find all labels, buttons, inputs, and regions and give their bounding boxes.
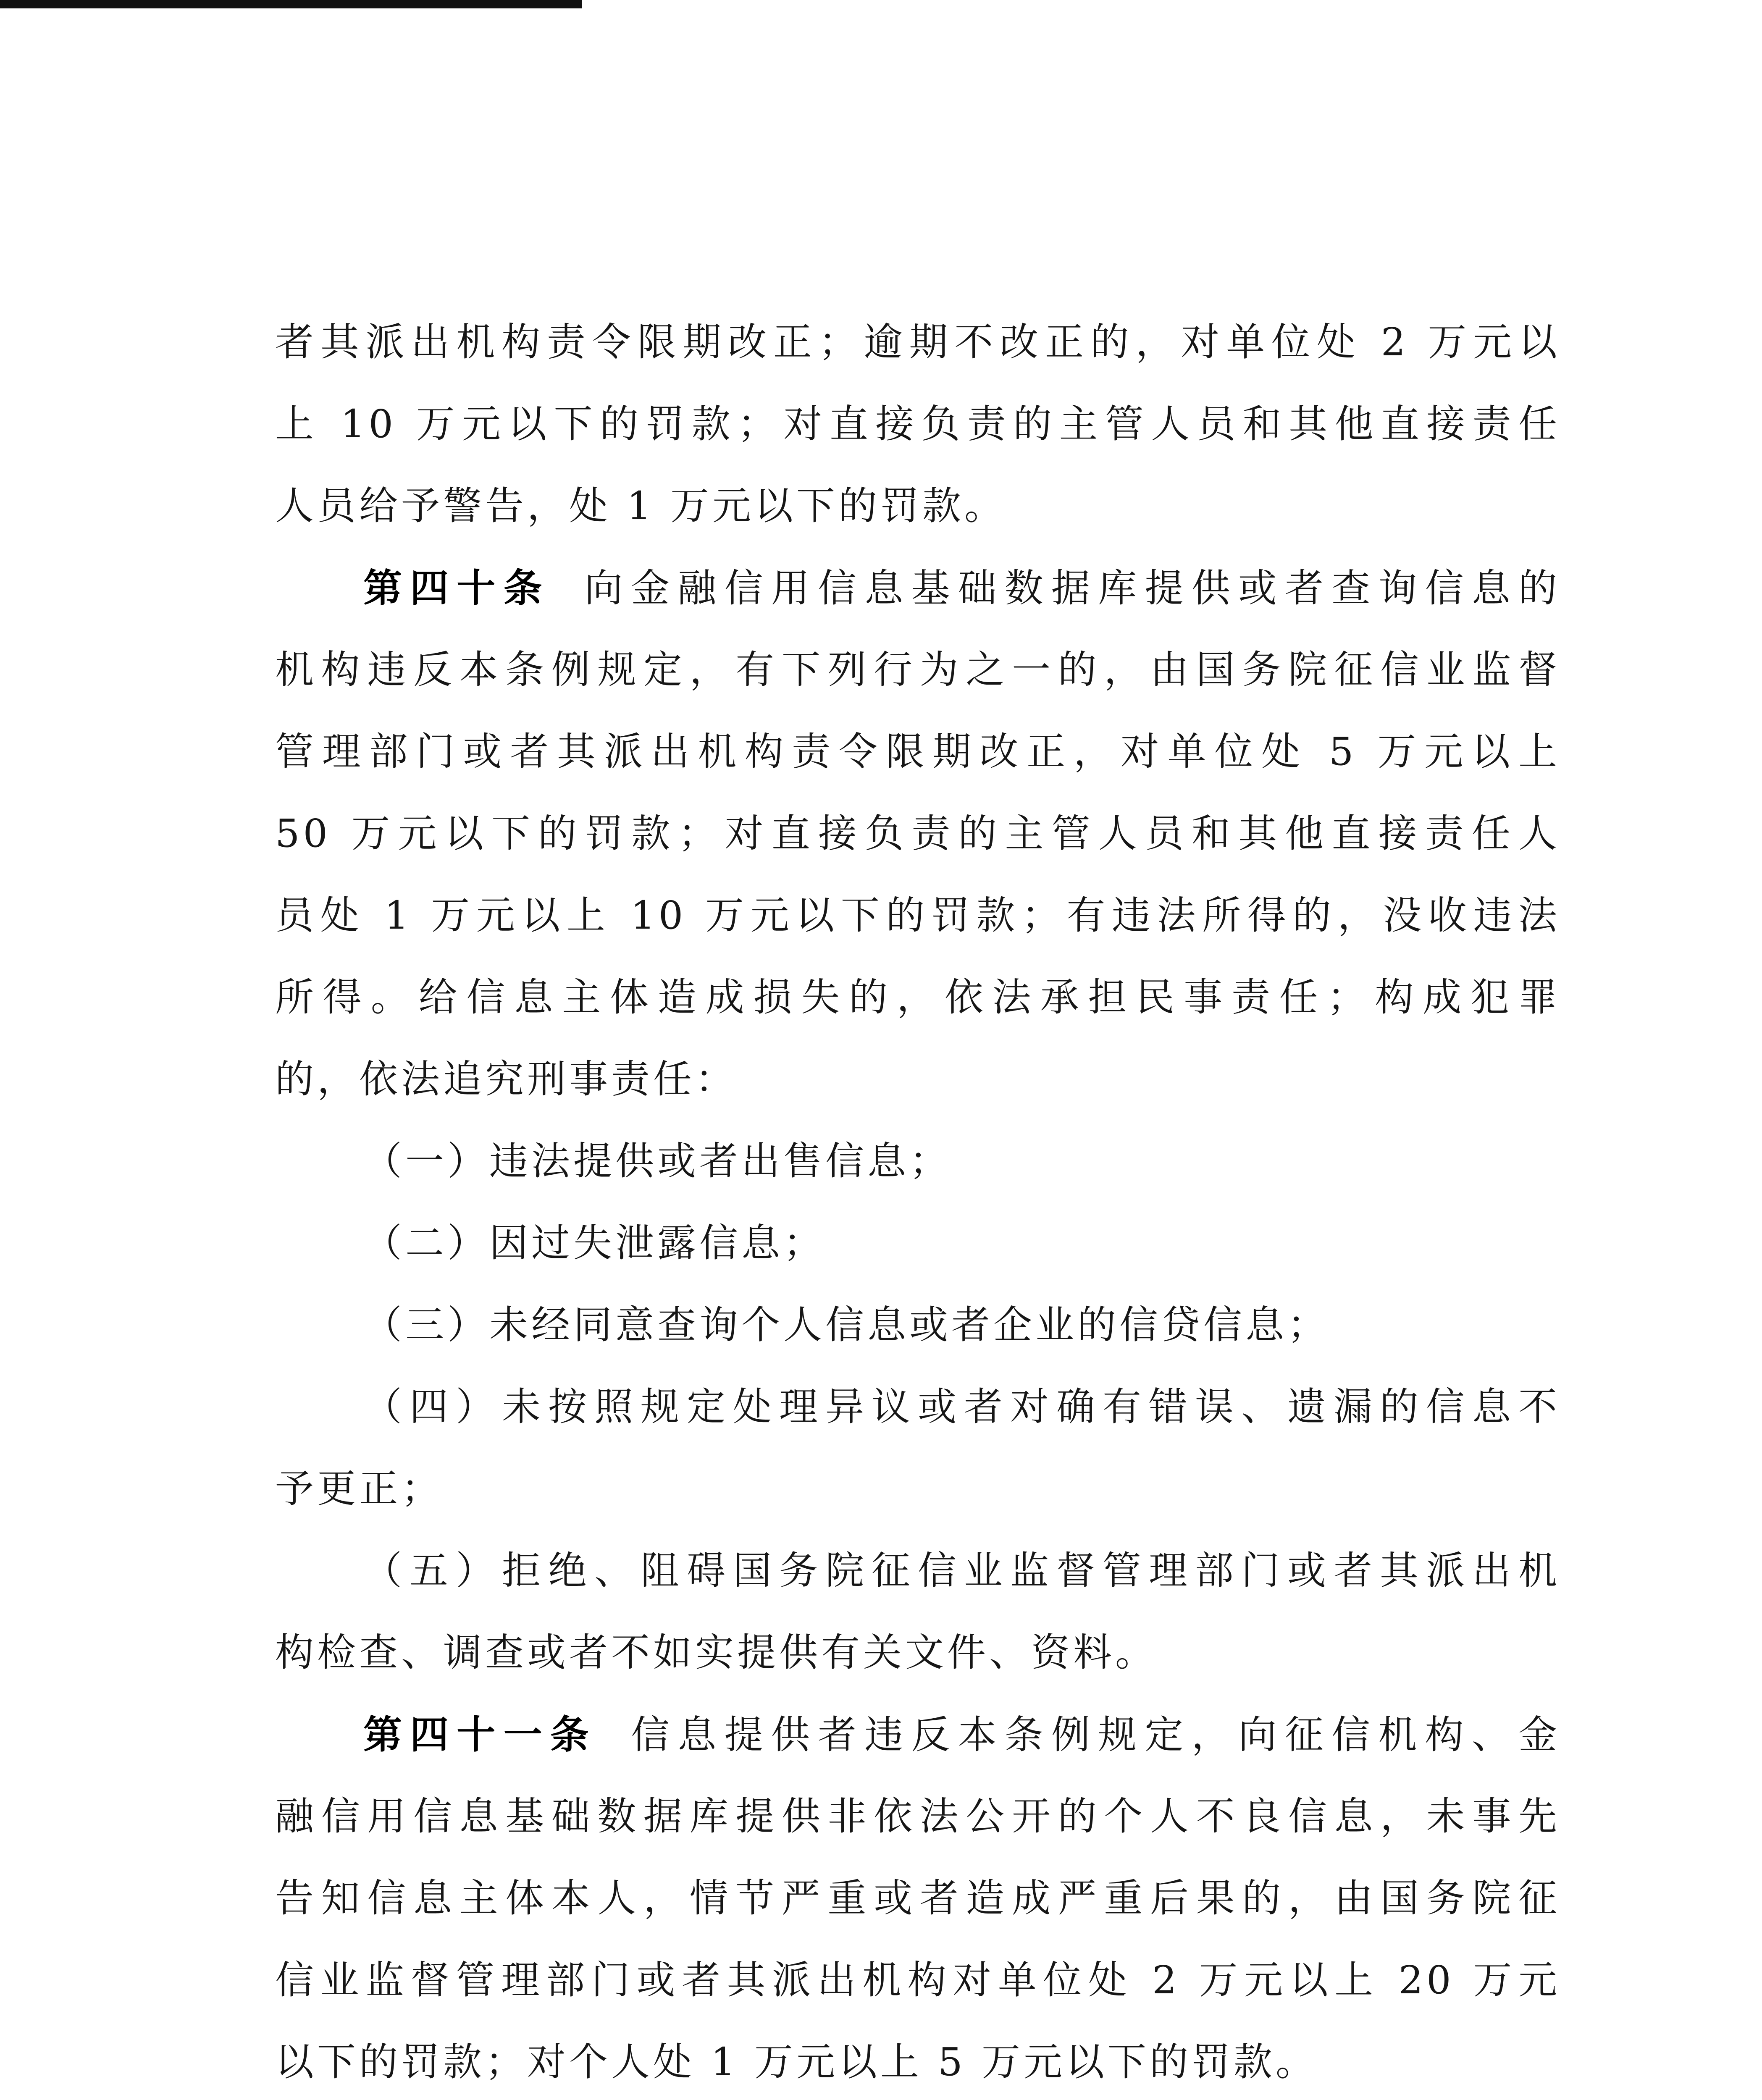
text-line: 信业监督管理部门或者其派出机构对单位处 2 万元以上 20 万元 <box>275 1958 1560 2003</box>
text-line: 融信用信息基础数据库提供非依法公开的个人不良信息，未事先 <box>275 1794 1560 1839</box>
text-line: 管理部门或者其派出机构责令限期改正，对单位处 5 万元以上 <box>275 729 1560 774</box>
text-line: 的，依法追究刑事责任： <box>275 1057 738 1102</box>
text-line: 予更正； <box>275 1466 444 1511</box>
article-40-heading: 第四十条 <box>363 565 550 611</box>
list-item: （二）因过失泄露信息； <box>363 1221 826 1265</box>
list-item: （一）违法提供或者出售信息； <box>363 1139 952 1184</box>
text-line: 向金融信用信息基础数据库提供或者查询信息的 <box>579 566 1560 611</box>
text-line: 所得。给信息主体造成损失的，依法承担民事责任；构成犯罪 <box>275 975 1560 1020</box>
list-item: （五）拒绝、阻碍国务院征信业监督管理部门或者其派出机 <box>363 1548 1560 1593</box>
text-line: 以下的罚款；对个人处 1 万元以上 5 万元以下的罚款。 <box>275 2040 1318 2084</box>
text-line: 机构违反本条例规定，有下列行为之一的，由国务院征信业监督 <box>275 647 1560 692</box>
text-line: 构检查、调查或者不如实提供有关文件、资料。 <box>275 1630 1158 1675</box>
list-item: （三）未经同意查询个人信息或者企业的信贷信息； <box>363 1302 1330 1347</box>
text-line: 上 10 万元以下的罚款；对直接负责的主管人员和其他直接责任 <box>275 402 1560 446</box>
list-item: （四）未按照规定处理异议或者对确有错误、遗漏的信息不 <box>363 1384 1560 1429</box>
text-line: 告知信息主体本人，情节严重或者造成严重后果的，由国务院征 <box>275 1876 1560 1921</box>
text-line: 者其派出机构责令限期改正；逾期不改正的，对单位处 2 万元以 <box>275 320 1560 365</box>
text-line: 人员给予警告，处 1 万元以下的罚款。 <box>275 483 1007 528</box>
text-line: 信息提供者违反本条例规定，向征信机构、金 <box>626 1712 1560 1757</box>
article-41-first-line <box>363 1703 1560 1766</box>
text-line: 员处 1 万元以上 10 万元以下的罚款；有违法所得的，没收违法 <box>275 893 1560 938</box>
text-line: 50 万元以下的罚款；对直接负责的主管人员和其他直接责任人 <box>275 811 1560 856</box>
article-41-heading: 第四十一条 <box>363 1712 597 1757</box>
article-40-first-line <box>363 556 1560 620</box>
